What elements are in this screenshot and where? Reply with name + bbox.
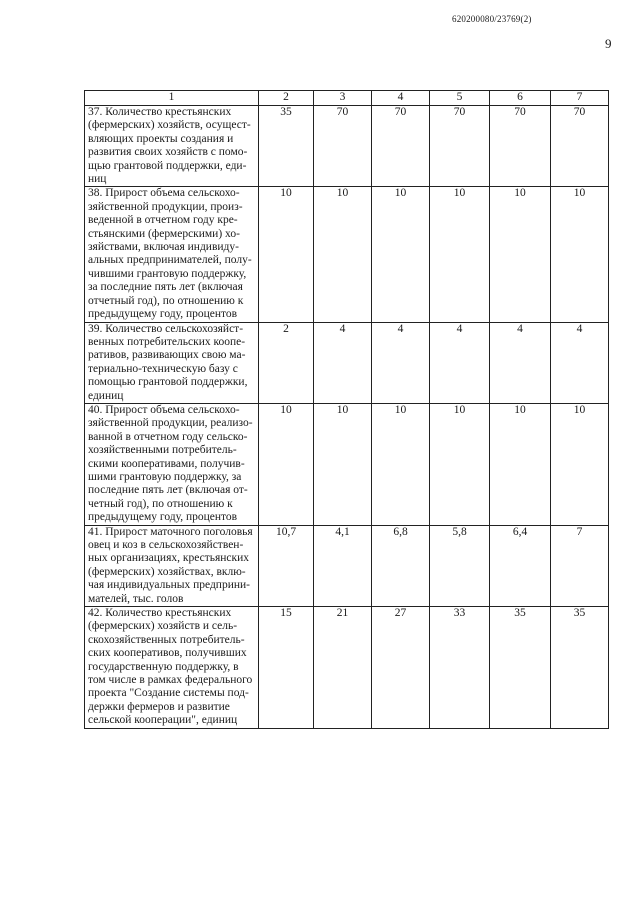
indicator-value: 10 <box>259 187 314 322</box>
indicator-label: 37. Количество крестьянских (фермерских) хозяйств, осущест- вляющих проекты создания и развития своих хозяйств с помо- щью грантовой поддержки, еди- ниц <box>85 106 259 187</box>
indicator-label: 42. Количество крестьянских (фермерских) хозяйств и сель- скохозяйственных потребитель- ских кооперативов, получивших государственную поддержку, в том числе в рамках федерального проекта "Создание системы под- держки фермеров и развитие сельской кооперации", единиц <box>85 607 259 729</box>
table-header-row <box>85 91 609 106</box>
indicator-value: 10 <box>430 403 490 525</box>
indicator-label: 40. Прирост объема сельскохо- зяйственной продукции, реализо- ванной в отчетном году сельско- хозяйственными потребитель- скими кооперативами, получив- шими грантовую поддержку, за последние пять лет (включая от- четный год), по отношению к предыдущему году, процентов <box>85 403 259 525</box>
indicator-value: 27 <box>372 607 430 729</box>
indicator-value: 4,1 <box>314 525 372 606</box>
indicator-value: 5,8 <box>430 525 490 606</box>
indicator-value: 70 <box>314 106 372 187</box>
indicator-value: 35 <box>551 607 609 729</box>
indicator-value: 4 <box>372 322 430 403</box>
table-row <box>85 607 609 729</box>
indicator-value: 4 <box>430 322 490 403</box>
indicator-value: 10 <box>430 187 490 322</box>
indicator-value: 21 <box>314 607 372 729</box>
indicators-table <box>84 90 609 729</box>
table-row <box>85 322 609 403</box>
indicator-value: 70 <box>490 106 551 187</box>
indicator-value: 10 <box>490 403 551 525</box>
column-header: 3 <box>314 91 372 106</box>
indicator-value: 7 <box>551 525 609 606</box>
indicator-value: 6,4 <box>490 525 551 606</box>
indicator-value: 35 <box>259 106 314 187</box>
column-header: 6 <box>490 91 551 106</box>
indicator-value: 10 <box>490 187 551 322</box>
column-header: 7 <box>551 91 609 106</box>
indicator-label: 39. Количество сельскохозяйст- венных потребительских коопе- ративов, развивающих свою ма- териально-техническую базу с помощью грантовой поддержки, единиц <box>85 322 259 403</box>
table-row <box>85 403 609 525</box>
indicator-value: 10,7 <box>259 525 314 606</box>
indicator-value: 10 <box>551 187 609 322</box>
document-id: 620200080/23769(2) <box>452 14 532 24</box>
indicator-value: 10 <box>259 403 314 525</box>
indicator-value: 33 <box>430 607 490 729</box>
table-row <box>85 187 609 322</box>
indicator-value: 4 <box>490 322 551 403</box>
indicator-value: 70 <box>551 106 609 187</box>
indicator-label: 41. Прирост маточного поголовья овец и коз в сельскохозяйствен- ных организациях, крестьянских (фермерских) хозяйствах, вклю- чая индивидуальных предприни- мателей, тыс. голов <box>85 525 259 606</box>
indicator-value: 35 <box>490 607 551 729</box>
page-number: 9 <box>605 36 612 51</box>
column-header: 2 <box>259 91 314 106</box>
indicator-value: 2 <box>259 322 314 403</box>
column-header: 1 <box>85 91 259 106</box>
indicator-value: 4 <box>551 322 609 403</box>
indicator-value: 10 <box>314 187 372 322</box>
indicator-value: 6,8 <box>372 525 430 606</box>
indicator-value: 70 <box>372 106 430 187</box>
column-header: 4 <box>372 91 430 106</box>
indicator-value: 15 <box>259 607 314 729</box>
indicator-value: 4 <box>314 322 372 403</box>
indicator-value: 10 <box>551 403 609 525</box>
indicator-value: 10 <box>372 187 430 322</box>
indicator-value: 10 <box>372 403 430 525</box>
indicator-value: 10 <box>314 403 372 525</box>
column-header: 5 <box>430 91 490 106</box>
indicator-label: 38. Прирост объема сельскохо- зяйственной продукции, произ- веденной в отчетном году кре- стьянскими (фермерскими) хо- зяйствами, включая индивиду- альных предпринимателей, полу- чившими грантовую поддержку, за последние пять лет (включая отчетный год), по отношению к предыдущему году, процентов <box>85 187 259 322</box>
indicator-value: 70 <box>430 106 490 187</box>
table-row <box>85 106 609 187</box>
table-row <box>85 525 609 606</box>
